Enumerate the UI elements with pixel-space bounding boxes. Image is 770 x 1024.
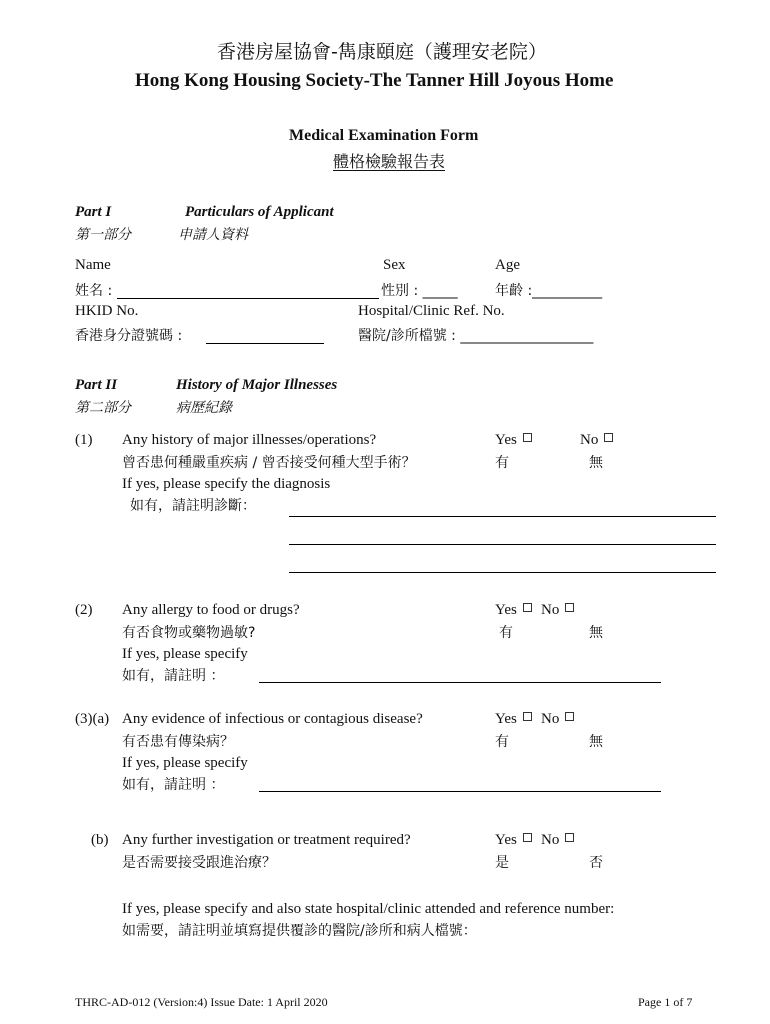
q3b-yes-checkbox[interactable] [523, 833, 532, 842]
q3a-yes-option[interactable] [495, 712, 532, 727]
q3b-no-checkbox[interactable] [565, 833, 574, 842]
hkid-label-en: HKID No. [75, 303, 139, 319]
q1-diagnosis-line-1[interactable] [289, 516, 716, 517]
q3a-yes-checkbox[interactable] [523, 712, 532, 721]
title-zh: 香港房屋協會-雋康頤庭（護理安老院） [217, 41, 547, 63]
q2-text-en: Any allergy to food or drugs? [122, 602, 300, 618]
title-en: Hong Kong Housing Society-The Tanner Hill Joyous Home [135, 70, 614, 91]
hkid-label-zh: 香港身分證號碼 : [75, 328, 183, 344]
q1-no-option[interactable] [580, 433, 613, 448]
age-label-zh: 年齡 :__________ [495, 283, 603, 299]
part1-heading-zh: 申請人資料 [178, 227, 248, 243]
part1-heading-en: Particulars of Applicant [185, 204, 334, 220]
sex-label-zh: 性別 : _____ [381, 283, 458, 299]
q2-no-zh: 無 [589, 625, 603, 641]
q1-text-zh: 曾否患何種嚴重疾病 / 曾否接受何種大型手術？ [122, 455, 416, 471]
footer-doc-ref: THRC-AD-012 (Version:4) Issue Date: 1 April 2020 [75, 995, 328, 1009]
q2-specify-en: If yes, please specify [122, 646, 248, 662]
q3a-no-label: No [541, 711, 560, 727]
q1-yes-checkbox[interactable] [523, 433, 532, 442]
q3a-specify-line[interactable] [259, 791, 661, 792]
q1-text-en: Any history of major illnesses/operations? [122, 432, 377, 448]
name-label-zh: 姓名 : [75, 283, 113, 299]
q3b-no-zh: 否 [589, 855, 603, 871]
q3a-no-zh: 無 [589, 734, 603, 750]
part1-label-en: Part I [75, 204, 112, 220]
q2-no-label: No [541, 602, 560, 618]
q1-yes-zh: 有 [495, 455, 509, 471]
q1-number: (1) [75, 432, 93, 448]
q2-no-option[interactable] [541, 603, 574, 618]
q3a-number: (3)(a) [75, 711, 110, 727]
q3a-text-en: Any evidence of infectious or contagious disease? [122, 711, 423, 727]
q3a-no-checkbox[interactable] [565, 712, 574, 721]
form-title-zh: 體格檢驗報告表 [333, 152, 446, 171]
part1-label-zh: 第一部分 [75, 227, 131, 243]
part2-label-en: Part II [75, 377, 118, 393]
q1-specify-en: If yes, please specify the diagnosis [122, 476, 331, 492]
q1-diagnosis-line-2[interactable] [289, 544, 716, 545]
q3a-text-zh: 有否患有傳染病？ [122, 734, 234, 750]
q3a-yes-label: Yes [495, 711, 517, 727]
q3a-specify-en: If yes, please specify [122, 755, 248, 771]
q1-no-checkbox[interactable] [604, 433, 613, 442]
q1-yes-option[interactable] [495, 433, 532, 448]
q2-yes-label: Yes [495, 602, 517, 618]
q3a-yes-zh: 有 [495, 734, 509, 750]
q3a-no-option[interactable] [541, 712, 574, 727]
q1-no-zh: 無 [589, 455, 603, 471]
q2-yes-option[interactable] [495, 603, 532, 618]
sex-label-en: Sex [383, 257, 406, 273]
q3b-text-zh: 是否需要接受跟進治療？ [122, 855, 276, 871]
footer-page-number: Page 1 of 7 [638, 995, 693, 1009]
q2-text-zh: 有否食物或藥物過敏? [122, 625, 256, 641]
q1-specify-zh: 如有，請註明診斷： [130, 498, 256, 514]
age-label-en: Age [495, 257, 520, 273]
part2-heading-zh: 病歷紀錄 [176, 400, 232, 416]
q1-yes-label: Yes [495, 432, 517, 448]
hosp-ref-label-en: Hospital/Clinic Ref. No. [358, 303, 505, 319]
q3a-specify-zh: 如有，請註明 ： [122, 777, 225, 793]
q3b-text-en: Any further investigation or treatment required? [122, 832, 411, 848]
q2-yes-checkbox[interactable] [523, 603, 532, 612]
q2-specify-zh: 如有，請註明 ： [122, 668, 225, 684]
part2-label-zh: 第二部分 [75, 400, 131, 416]
q3b-specify-zh: 如需要，請註明並填寫提供覆診的醫院/診所和病人檔號： [122, 923, 477, 939]
q3b-yes-label: Yes [495, 832, 517, 848]
name-label-en: Name [75, 257, 111, 273]
q3b-number: (b) [91, 832, 109, 848]
q3b-specify-en: If yes, please specify and also state hospital/clinic attended and reference number: [122, 901, 615, 917]
q3b-no-label: No [541, 832, 560, 848]
q1-diagnosis-line-3[interactable] [289, 572, 716, 573]
part2-heading-en: History of Major Illnesses [176, 377, 338, 393]
q2-no-checkbox[interactable] [565, 603, 574, 612]
form-title-en: Medical Examination Form [289, 127, 479, 144]
name-field[interactable] [117, 298, 379, 299]
q1-no-label: No [580, 432, 599, 448]
q3b-yes-option[interactable] [495, 833, 532, 848]
q2-number: (2) [75, 602, 93, 618]
q2-yes-zh: 有 [499, 625, 513, 641]
q2-specify-line[interactable] [259, 682, 661, 683]
hosp-ref-label-zh: 醫院/診所檔號 : ___________________ [358, 328, 594, 344]
q3b-yes-zh: 是 [495, 855, 509, 871]
hkid-field[interactable] [206, 343, 324, 344]
q3b-no-option[interactable] [541, 833, 574, 848]
